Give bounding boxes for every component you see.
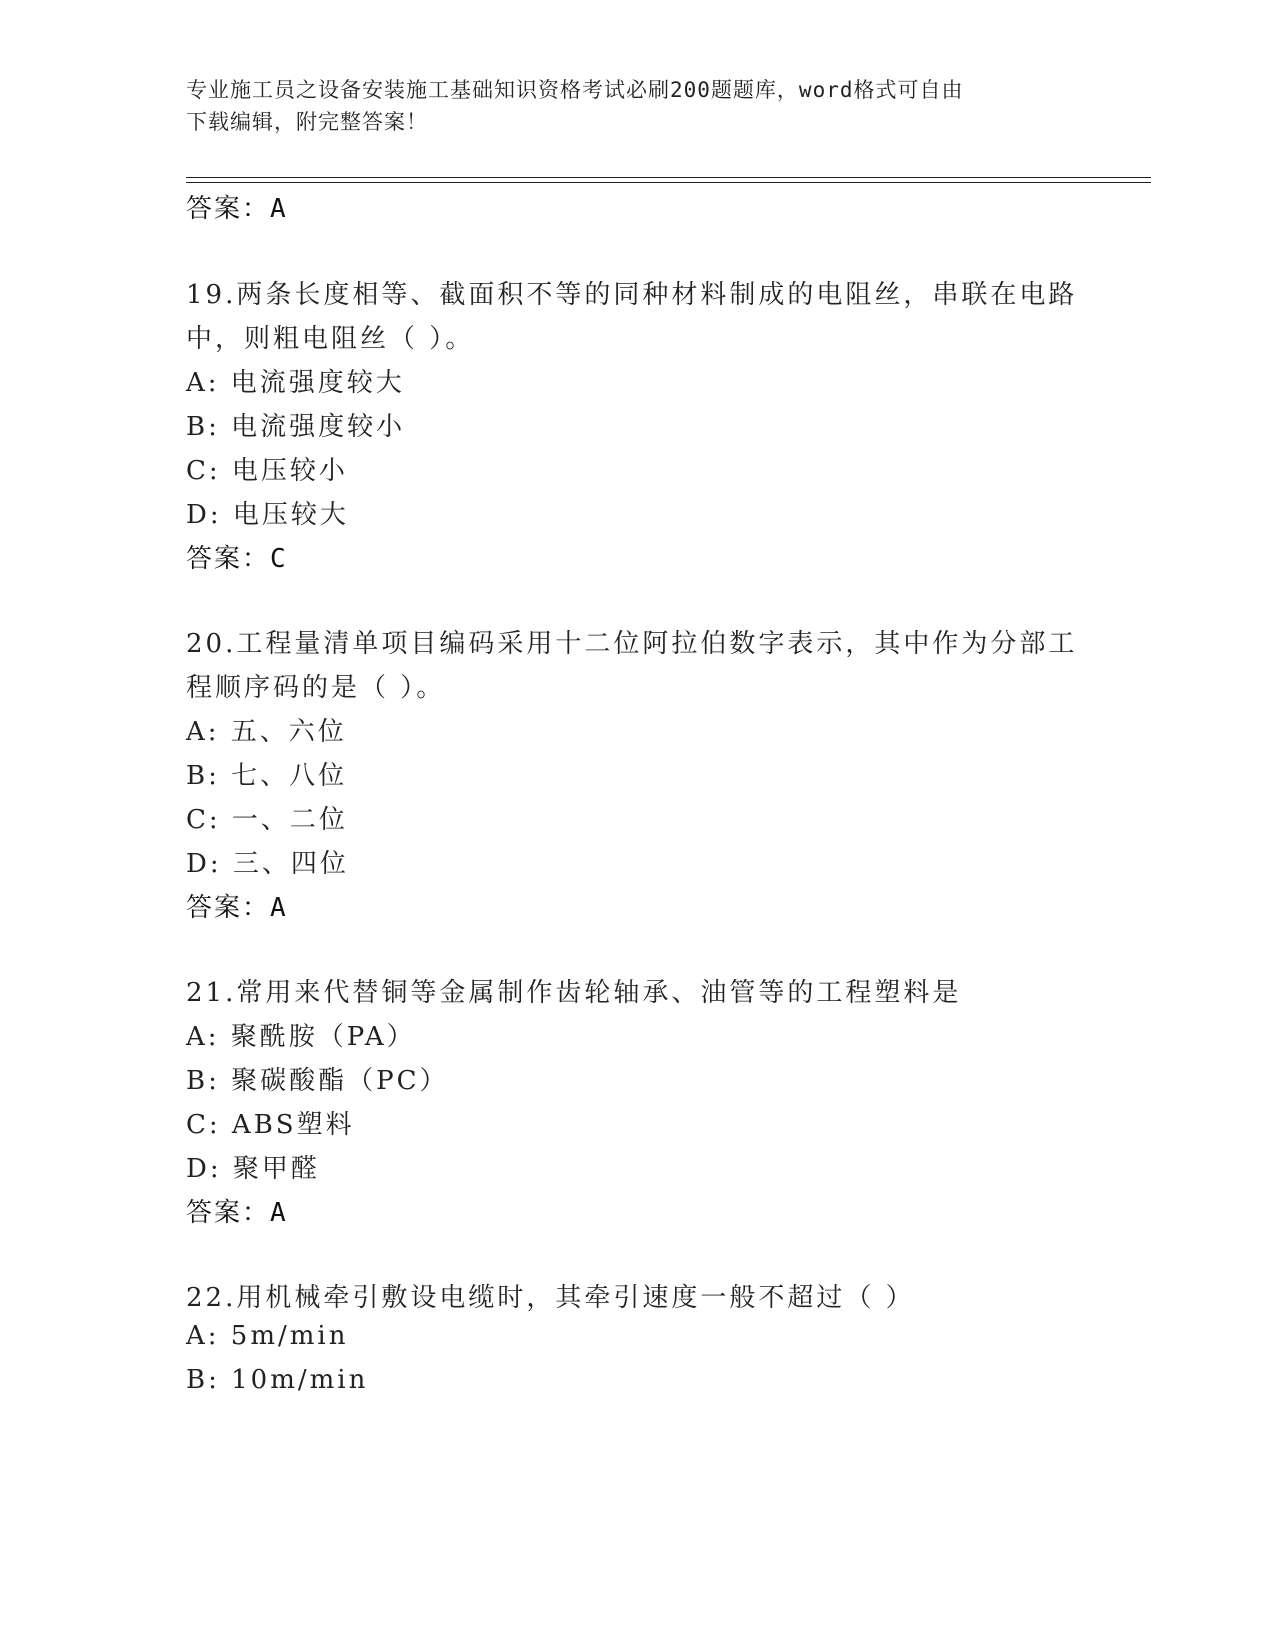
document-header (186, 74, 1066, 138)
question-21-line-1: 21.常用来代替铜等金属制作齿轮轴承、油管等的工程塑料是 (186, 978, 962, 1008)
answer-value: A (270, 893, 288, 923)
question-21-option-c: C: ABS塑料 (186, 1110, 355, 1140)
header-divider-top (186, 177, 1151, 178)
question-20-option-b: B: 七、八位 (186, 761, 348, 791)
question-19-option-a: A: 电流强度较大 (186, 368, 405, 398)
question-19-option-b: B: 电流强度较小 (186, 412, 406, 442)
header-line-1: 专业施工员之设备安装施工基础知识资格考试必刷200题题库，word格式可自由 (186, 78, 964, 102)
question-20-line-2: 程顺序码的是（ ）。 (186, 673, 446, 703)
question-20-line-1: 20.工程量清单项目编码采用十二位阿拉伯数字表示，其中作为分部工 (186, 629, 1078, 659)
question-21-option-b: B: 聚碳酸酯（PC） (186, 1066, 449, 1096)
question-22-option-a: A: 5m/min (186, 1321, 349, 1351)
answer-value: A (270, 1198, 288, 1228)
question-19-option-d: D: 电压较大 (186, 500, 349, 530)
header-divider-bottom (186, 182, 1151, 183)
question-19-answer (186, 538, 288, 575)
question-21-option-d: D: 聚甲醛 (186, 1154, 320, 1184)
question-22-option-b: B: 10m/min (186, 1365, 369, 1395)
question-19-line-2: 中，则粗电阻丝（ ）。 (186, 324, 475, 354)
answer-label: 答案： (186, 544, 271, 574)
answer-label: 答案： (186, 1198, 271, 1228)
question-19-option-c: C: 电压较小 (186, 456, 348, 486)
question-22-line-1: 22.用机械牵引敷设电缆时，其牵引速度一般不超过（ ） (186, 1283, 915, 1313)
question-20-option-a: A: 五、六位 (186, 717, 347, 747)
answer-label: 答案： (186, 194, 271, 224)
question-20-option-d: D: 三、四位 (186, 849, 349, 879)
answer-label: 答案： (186, 893, 271, 923)
answer-value: A (270, 194, 288, 224)
header-line-2: 下载编辑，附完整答案！ (186, 110, 428, 134)
question-20-option-c: C: 一、二位 (186, 805, 348, 835)
question-19-line-1: 19.两条长度相等、截面积不等的同种材料制成的电阻丝，串联在电路 (186, 280, 1078, 310)
question-21-answer (186, 1192, 288, 1229)
answer-value: C (270, 544, 288, 574)
answer-line-prev (186, 188, 288, 225)
question-20-answer (186, 887, 288, 924)
question-21-option-a: A: 聚酰胺（PA） (186, 1022, 416, 1052)
